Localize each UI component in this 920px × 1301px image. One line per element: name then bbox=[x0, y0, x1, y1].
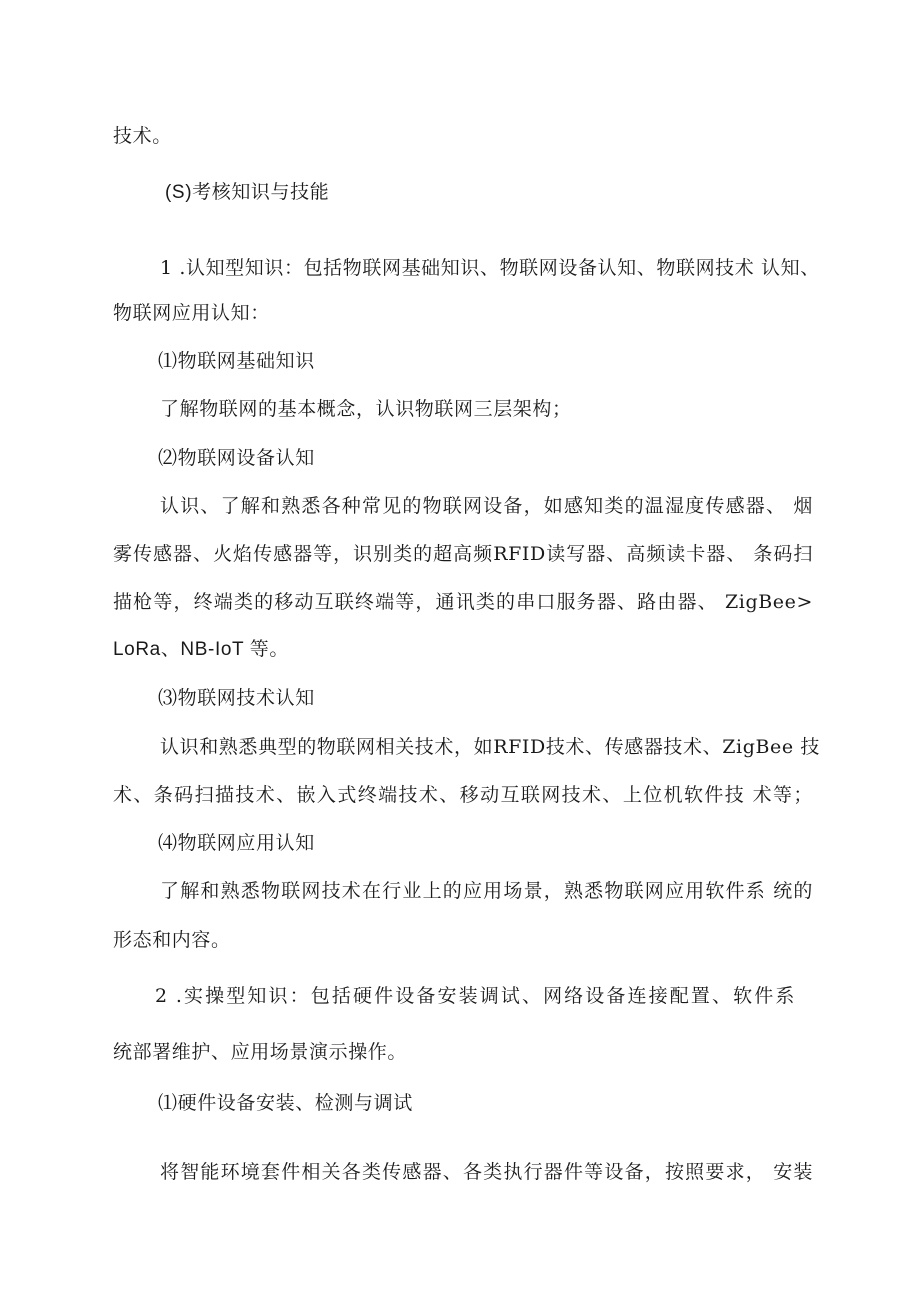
text-line: 术、条码扫描技术、嵌入式终端技术、移动互联网技术、上位机软件技 术等； bbox=[113, 784, 813, 806]
text-line: 技术。 bbox=[113, 125, 172, 147]
item-heading-2: 2 .实操型知识：包括硬件设备安装调试、网络设备连接配置、软件系 bbox=[155, 985, 795, 1007]
text-line: 物联网应用认知： bbox=[113, 302, 270, 324]
subheading: ⑵物联网设备认知 bbox=[158, 447, 315, 469]
text-line: 将智能环境套件相关各类传感器、各类执行器件等设备，按照要求， 安装 bbox=[160, 1161, 813, 1183]
subheading: ⑷物联网应用认知 bbox=[158, 832, 315, 854]
item-heading-1: 1 .认知型知识：包括物联网基础知识、物联网设备认知、物联网技术 认知、 bbox=[160, 257, 820, 279]
subheading: ⑴物联网基础知识 bbox=[158, 350, 315, 372]
text-line: 统部署维护、应用场景演示操作。 bbox=[113, 1041, 408, 1063]
section-heading: (S)考核知识与技能 bbox=[165, 182, 330, 203]
subheading: ⑴硬件设备安装、检测与调试 bbox=[158, 1092, 413, 1114]
text-line: 了解物联网的基本概念，认识物联网三层架构； bbox=[160, 398, 572, 420]
text-line: 描枪等，终端类的移动互联终端等，通讯类的串口服务器、路由器、 ZigBee> bbox=[113, 591, 813, 613]
text-line: 形态和内容。 bbox=[113, 929, 231, 951]
text-line: 雾传感器、火焰传感器等，识别类的超高频RFID读写器、高频读卡器、 条码扫 bbox=[113, 543, 813, 565]
text-line: 了解和熟悉物联网技术在行业上的应用场景，熟悉物联网应用软件系 统的 bbox=[160, 880, 813, 902]
text-line: 认识和熟悉典型的物联网相关技术，如RFID技术、传感器技术、ZigBee 技 bbox=[160, 736, 820, 758]
text-line: LoRa、NB-IoT 等。 bbox=[113, 639, 289, 660]
text-line: 认识、了解和熟悉各种常见的物联网设备，如感知类的温湿度传感器、 烟 bbox=[160, 495, 813, 517]
subheading: ⑶物联网技术认知 bbox=[158, 687, 315, 709]
